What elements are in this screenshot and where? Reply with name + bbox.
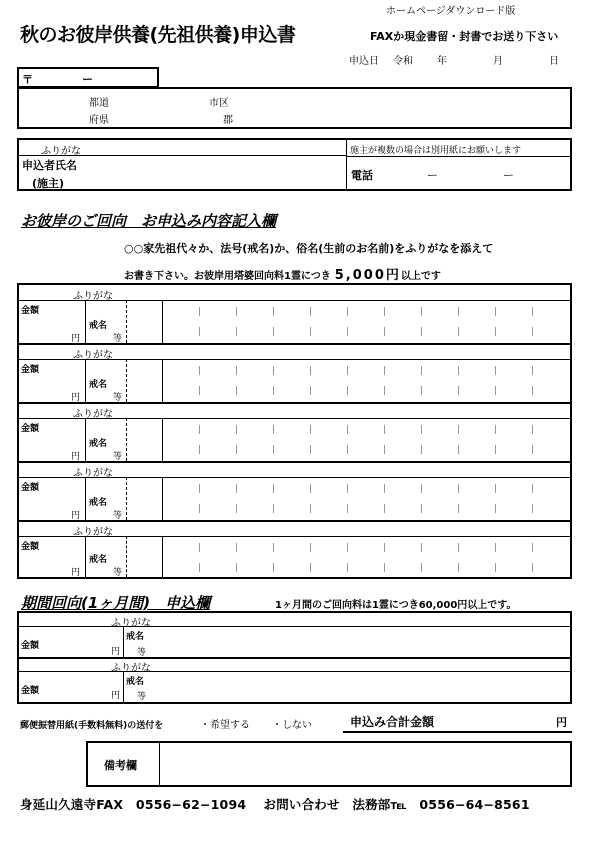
guide-tick (310, 307, 311, 316)
guide-tick (273, 307, 274, 316)
todofuken-bottom: 府県 (89, 115, 109, 126)
remarks-label: 備考欄 (104, 759, 137, 772)
period-row-kaimyo: 戒名 (126, 632, 145, 642)
row-to: 等 (113, 568, 123, 578)
row-kaimyo: 戒名 (89, 555, 108, 565)
period-heading: 期間回向(1ヶ月間) 申込欄 (21, 594, 211, 612)
multi-note: 施主が複数の場合は別用紙にお願いします (350, 146, 522, 156)
row-furigana: ふりがな (73, 527, 113, 538)
total-label: 申込み合計金額 (350, 715, 435, 729)
guide-tick (347, 563, 348, 572)
guide-tick (421, 484, 422, 493)
guide-tick (273, 445, 274, 454)
instruction-2-amount: 5,000円 (334, 268, 401, 283)
gun-label: 郡 (223, 115, 233, 126)
period-row-name-field[interactable] (164, 672, 570, 702)
period-row-amount-field[interactable] (19, 627, 123, 657)
row-col-divider (85, 477, 86, 520)
period-row-name-field[interactable] (164, 627, 570, 657)
applicant-name-field[interactable] (109, 157, 339, 189)
period-row-col-divider (123, 626, 124, 657)
row-amount-field[interactable] (19, 478, 85, 520)
guide-tick (236, 425, 237, 434)
higan-row (19, 462, 570, 520)
furikae-option-kibou[interactable]: ・希望する (200, 720, 250, 731)
guide-tick (532, 543, 533, 552)
guide-tick (199, 425, 200, 434)
guide-tick (532, 327, 533, 336)
row-amount-field[interactable] (19, 301, 85, 343)
period-row-amount-label: 金額 (21, 641, 40, 651)
guide-tick (347, 484, 348, 493)
guide-tick (273, 484, 274, 493)
row-kaimyo: 戒名 (89, 498, 108, 508)
guide-tick (347, 445, 348, 454)
guide-tick (421, 425, 422, 434)
higan-row (19, 344, 570, 402)
date-field-year[interactable]: 年 (437, 56, 447, 67)
total-underline (343, 731, 572, 733)
row-dashed-divider (126, 359, 127, 402)
applicant-phone-divider (346, 140, 347, 191)
guide-tick (421, 563, 422, 572)
guide-tick (458, 543, 459, 552)
address-field[interactable] (17, 87, 572, 129)
fax-note: FAXか現金書留・封書でお送り下さい (370, 30, 559, 43)
period-row-col-divider (123, 671, 124, 702)
applicant-name-label: 申込者氏名 (22, 159, 77, 172)
guide-tick (421, 327, 422, 336)
guide-tick (495, 307, 496, 316)
guide-tick (310, 366, 311, 375)
date-field-month[interactable]: 月 (493, 56, 503, 67)
period-row-bottom-border (19, 657, 570, 659)
date-label-reiwa: 令和 (393, 56, 413, 67)
guide-tick (199, 307, 200, 316)
guide-tick (273, 327, 274, 336)
row-amount-field[interactable] (19, 419, 85, 461)
row-yen: 円 (71, 334, 81, 344)
row-name-field[interactable] (163, 360, 570, 402)
phone-field[interactable] (384, 159, 569, 189)
guide-tick (347, 504, 348, 513)
row-yen: 円 (71, 511, 81, 521)
instruction-2-pre: お書き下さい。お彼岸用塔婆回向料1霊につき (124, 271, 331, 282)
download-note: ホームページダウンロード版 (386, 6, 516, 17)
guide-tick (458, 504, 459, 513)
phone-dash-2: ー (503, 169, 514, 182)
row-kaimyo: 戒名 (89, 321, 108, 331)
row-yen: 円 (71, 452, 81, 462)
guide-tick (458, 327, 459, 336)
row-kaimyo: 戒名 (89, 380, 108, 390)
guide-tick (458, 366, 459, 375)
guide-tick (347, 425, 348, 434)
period-row-furigana: ふりがな (111, 663, 151, 674)
applicant-furigana: ふりがな (41, 146, 81, 157)
guide-tick (532, 386, 533, 395)
guide-tick (421, 543, 422, 552)
remarks-box (86, 741, 572, 787)
row-kaimyo: 戒名 (89, 439, 108, 449)
phone-divider (346, 156, 572, 157)
row-name-field[interactable] (163, 478, 570, 520)
guide-tick (532, 484, 533, 493)
row-furigana: ふりがな (73, 350, 113, 361)
guide-tick (273, 543, 274, 552)
row-name-field[interactable] (163, 301, 570, 343)
guide-tick (495, 563, 496, 572)
guide-tick (347, 543, 348, 552)
date-field-day[interactable]: 日 (549, 56, 559, 67)
postal-dash: ー (82, 73, 93, 86)
guide-tick (384, 563, 385, 572)
higan-instruction-2 (124, 264, 441, 283)
todofuken-top: 都道 (89, 98, 109, 109)
guide-tick (458, 386, 459, 395)
guide-tick (347, 366, 348, 375)
row-furigana: ふりがな (73, 409, 113, 420)
instruction-2-post: 以上です (400, 271, 441, 282)
row-to: 等 (113, 334, 123, 344)
row-col-divider (85, 359, 86, 402)
guide-tick (495, 445, 496, 454)
row-yen: 円 (71, 568, 81, 578)
row-name-field[interactable] (163, 537, 570, 577)
guide-tick (384, 425, 385, 434)
higan-instruction-1: ○○家先祖代々か、法号(戒名)か、俗名(生前のお名前)をふりがなを添えて (124, 242, 494, 255)
guide-tick (310, 504, 311, 513)
guide-tick (199, 445, 200, 454)
guide-tick (384, 386, 385, 395)
guide-tick (273, 563, 274, 572)
higan-row (19, 521, 570, 577)
row-amount-label: 金額 (21, 424, 40, 434)
row-name-field[interactable] (163, 419, 570, 461)
row-to: 等 (113, 452, 123, 462)
footer-contact: 身延山久遠寺FAX 0556−62−1094 お問い合わせ 法務部℡ 0556−64−8561 (20, 797, 530, 812)
guide-tick (199, 543, 200, 552)
row-amount-label: 金額 (21, 306, 40, 316)
shiku-label: 市区 (209, 98, 229, 109)
guide-tick (495, 327, 496, 336)
guide-tick (273, 366, 274, 375)
furikae-label: 郵便振替用紙(手数料無料)の送付を (20, 721, 164, 731)
postal-code-field[interactable] (17, 67, 159, 88)
row-to: 等 (113, 393, 123, 403)
row-to: 等 (113, 511, 123, 521)
form-title: 秋のお彼岸供養(先祖供養)申込書 (20, 24, 296, 46)
guide-tick (384, 484, 385, 493)
phone-label: 電話 (351, 169, 373, 182)
guide-tick (236, 484, 237, 493)
guide-tick (384, 504, 385, 513)
guide-tick (236, 543, 237, 552)
row-dashed-divider (126, 418, 127, 461)
row-dashed-divider (126, 300, 127, 343)
guide-tick (236, 563, 237, 572)
guide-tick (421, 307, 422, 316)
date-label-moushikomi: 申込日 (349, 56, 379, 67)
period-row-amount-field[interactable] (19, 672, 123, 702)
period-row-to: 等 (137, 692, 147, 702)
total-yen: 円 (556, 716, 567, 729)
period-row-yen: 円 (111, 691, 121, 701)
guide-tick (310, 425, 311, 434)
guide-tick (310, 543, 311, 552)
row-amount-label: 金額 (21, 542, 40, 552)
guide-tick (458, 307, 459, 316)
guide-tick (199, 563, 200, 572)
sesshu-label: (施主) (32, 177, 65, 190)
guide-tick (199, 504, 200, 513)
row-col-divider (85, 536, 86, 577)
guide-tick (384, 543, 385, 552)
total-amount-field[interactable] (440, 711, 552, 729)
guide-tick (495, 484, 496, 493)
phone-dash-1: ー (427, 169, 438, 182)
guide-tick (236, 386, 237, 395)
row-amount-label: 金額 (21, 483, 40, 493)
guide-tick (421, 445, 422, 454)
higan-row (19, 285, 570, 343)
guide-tick (347, 327, 348, 336)
guide-tick (421, 504, 422, 513)
guide-tick (495, 543, 496, 552)
guide-tick (199, 484, 200, 493)
period-row-amount-label: 金額 (21, 686, 40, 696)
guide-tick (532, 366, 533, 375)
row-amount-field[interactable] (19, 360, 85, 402)
higan-heading: お彼岸のご回向 お申込み内容記入欄 (21, 212, 277, 230)
row-furigana: ふりがな (73, 291, 113, 302)
guide-tick (458, 484, 459, 493)
guide-tick (495, 504, 496, 513)
guide-tick (310, 386, 311, 395)
guide-tick (310, 327, 311, 336)
row-furigana: ふりがな (73, 468, 113, 479)
higan-row (19, 403, 570, 461)
guide-tick (310, 563, 311, 572)
guide-tick (532, 445, 533, 454)
guide-tick (236, 327, 237, 336)
guide-tick (273, 504, 274, 513)
guide-tick (236, 366, 237, 375)
guide-tick (384, 366, 385, 375)
applicant-box (17, 138, 572, 191)
guide-tick (384, 327, 385, 336)
guide-tick (421, 386, 422, 395)
row-col-divider (85, 418, 86, 461)
guide-tick (458, 445, 459, 454)
guide-tick (310, 445, 311, 454)
guide-tick (236, 445, 237, 454)
period-note: 1ヶ月間のご回向料は1霊につき60,000円以上です。 (275, 600, 517, 611)
guide-tick (347, 386, 348, 395)
row-col-divider (85, 300, 86, 343)
guide-tick (458, 563, 459, 572)
period-row-kaimyo: 戒名 (126, 677, 145, 687)
remarks-field[interactable] (160, 743, 570, 785)
guide-tick (495, 366, 496, 375)
row-dashed-divider (126, 536, 127, 577)
guide-tick (236, 307, 237, 316)
postal-mark: 〒 (22, 73, 33, 86)
guide-tick (458, 425, 459, 434)
row-yen: 円 (71, 393, 81, 403)
guide-tick (199, 386, 200, 395)
guide-tick (384, 445, 385, 454)
guide-tick (532, 425, 533, 434)
period-row-furigana: ふりがな (111, 618, 151, 629)
guide-tick (199, 327, 200, 336)
period-row-yen: 円 (111, 647, 121, 657)
guide-tick (347, 307, 348, 316)
guide-tick (384, 307, 385, 316)
guide-tick (273, 386, 274, 395)
row-amount-field[interactable] (19, 537, 85, 577)
guide-tick (532, 563, 533, 572)
guide-tick (421, 366, 422, 375)
period-row-to: 等 (137, 648, 147, 658)
row-amount-label: 金額 (21, 365, 40, 375)
guide-tick (495, 386, 496, 395)
guide-tick (310, 484, 311, 493)
guide-tick (273, 425, 274, 434)
higan-table (17, 283, 572, 579)
guide-tick (236, 504, 237, 513)
guide-tick (532, 504, 533, 513)
row-dashed-divider (126, 477, 127, 520)
furikae-option-shinai[interactable]: ・しない (272, 720, 312, 731)
guide-tick (495, 425, 496, 434)
period-table (17, 611, 572, 704)
guide-tick (199, 366, 200, 375)
guide-tick (532, 307, 533, 316)
